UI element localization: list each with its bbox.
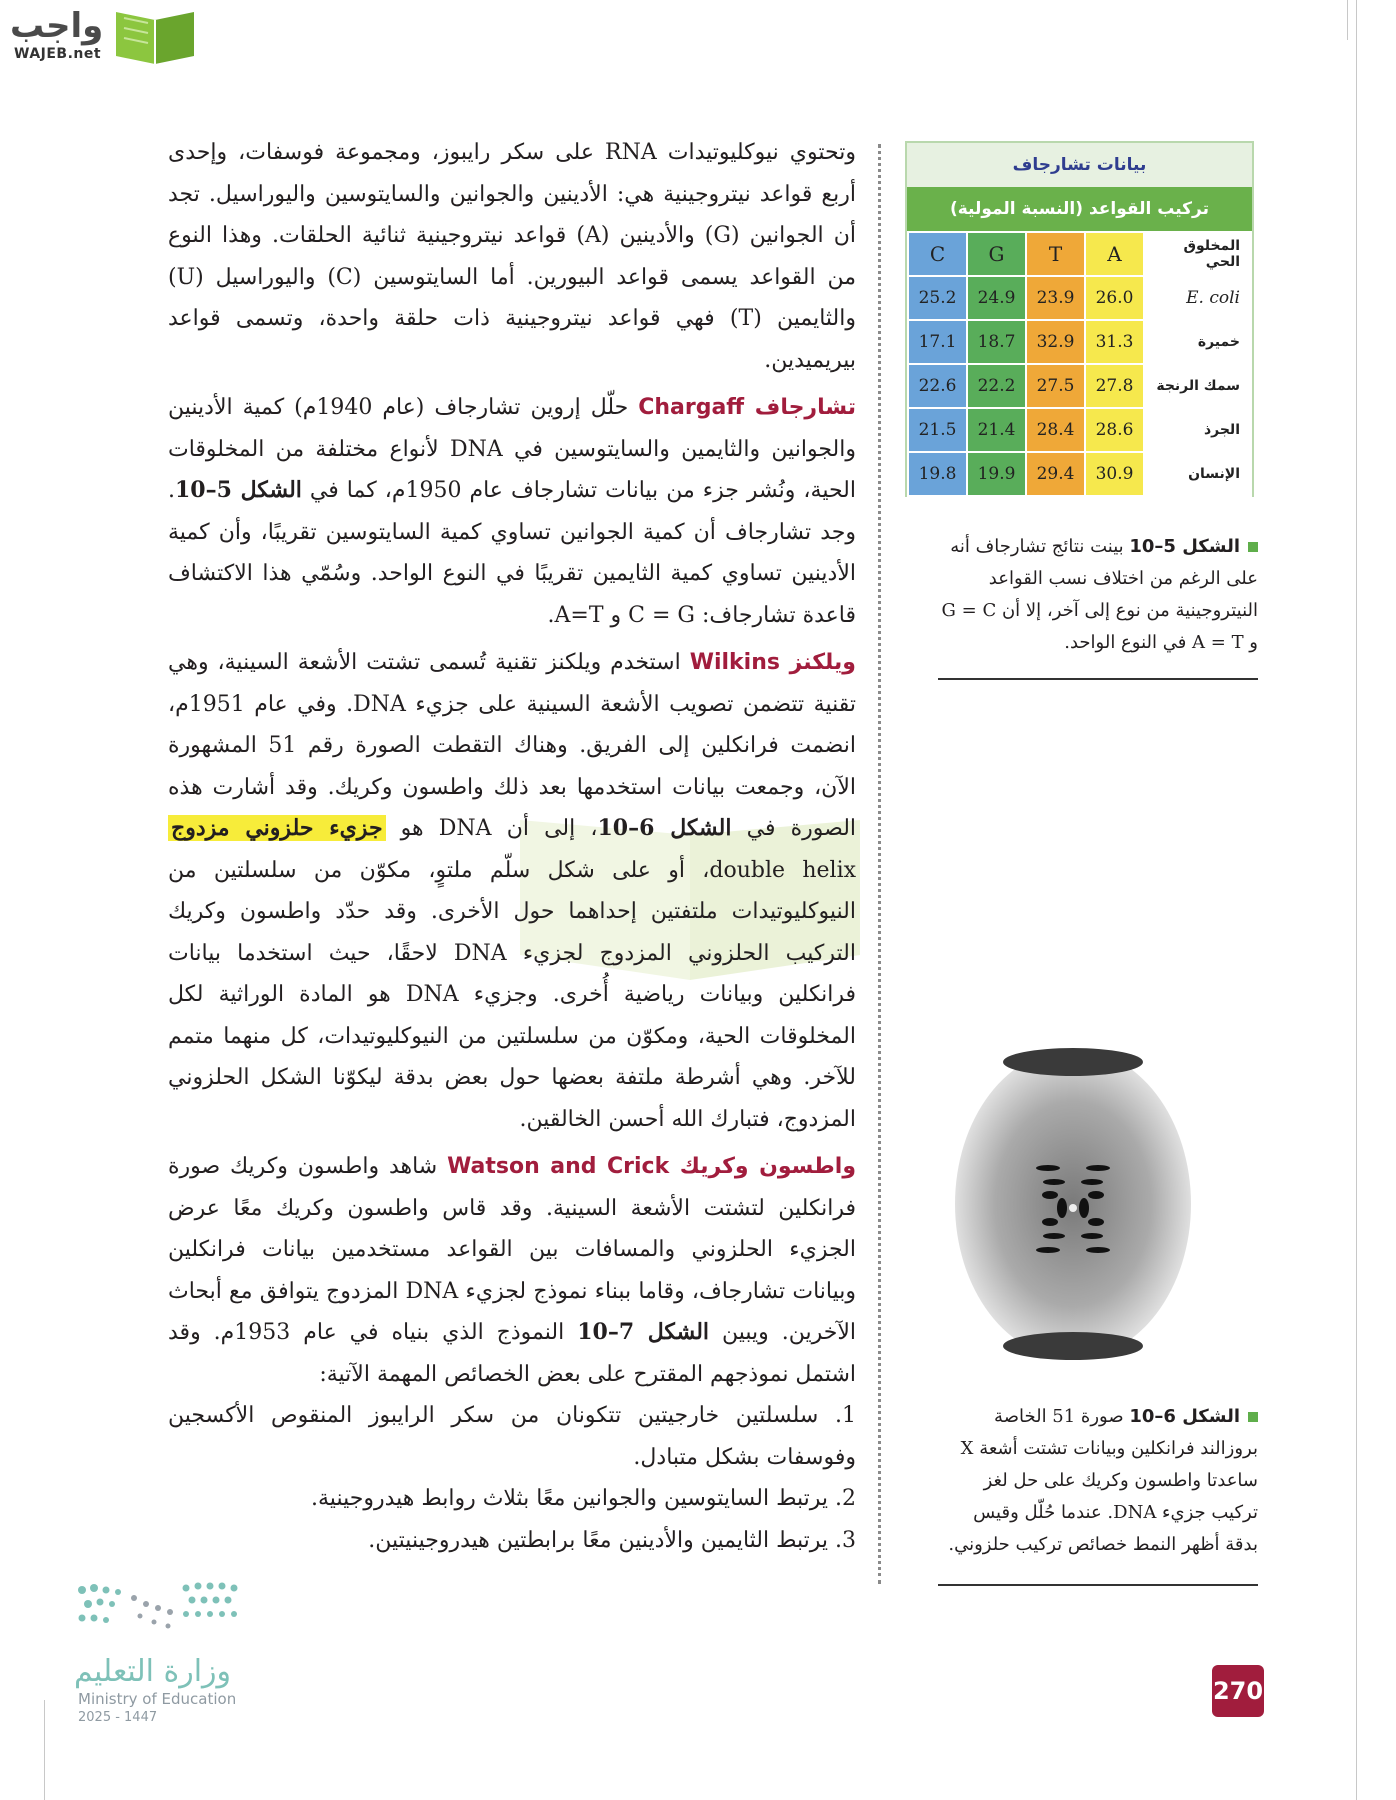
page-edge-line-left: [44, 1700, 45, 1800]
value-a: 26.0: [1085, 276, 1144, 320]
logo-latin: WAJEB.net: [14, 46, 102, 62]
column-header-t: T: [1026, 232, 1085, 276]
value-t: 23.9: [1026, 276, 1085, 320]
page-edge-tick: [1347, 0, 1348, 40]
figure-6-10-caption: [938, 1401, 1258, 1561]
page-number: 270: [1212, 1665, 1264, 1717]
value-g: 19.9: [967, 452, 1026, 496]
table-subtitle: تركيب القواعد (النسبة المولية): [907, 187, 1252, 231]
value-a: 30.9: [1085, 452, 1144, 496]
value-t: 28.4: [1026, 408, 1085, 452]
watson-crick-heading: واطسون وكريك Watson and Crick: [447, 1154, 856, 1179]
wajeb-logo: [10, 6, 190, 68]
organism-name: الإنسان: [1144, 452, 1251, 496]
list-item: 1. سلسلتين خارجيتين تتكونان من سكر الرايبوز المنقوص الأكسجين وفوسفات بشكل متبادل.: [168, 1403, 856, 1470]
table-row: [908, 408, 1251, 452]
caption-rule: [938, 1584, 1258, 1586]
organism-name: سمك الرنجة: [1144, 364, 1251, 408]
chargaff-data-table: [905, 141, 1254, 497]
ministry-of-education-logo: [74, 1578, 254, 1728]
caption-label: الشكل 6–10: [1129, 1406, 1240, 1427]
organism-name: E. coli: [1144, 276, 1251, 320]
value-t: 32.9: [1026, 320, 1085, 364]
watson-crick-paragraph: واطسون وكريك Watson and Crick شاهد واطسون وكريك صورة فرانكلين لتشتت الأشعة السينية. وقد قاس واطسون وكريك معًا عرض الجزيء الحلزوني والمسافات بين القواعد مستخدمين بيانات فرانكلين وبيانات تشارجاف، وقاما ببناء نموذج لجزيء DNA المزدوج يتوافق مع أبحاث الآخرين. ويبين الشكل 7–10 النموذج الذي بنياه في عام 1953م. وقد اشتمل نموذجهم المقترح على بعض الخصائص المهمة الآتية:: [168, 1154, 857, 1387]
ministry-year: 2025 - 1447: [78, 1710, 158, 1725]
organism-name: خميرة: [1144, 320, 1251, 364]
column-header-g: G: [967, 232, 1026, 276]
ministry-arabic-name: وزارة التعليم: [74, 1654, 232, 1689]
value-g: 22.2: [967, 364, 1026, 408]
table-row: [908, 320, 1251, 364]
value-a: 31.3: [1085, 320, 1144, 364]
organism-header: المخلوق الحي: [1144, 232, 1251, 276]
page-edge-line: [1356, 0, 1357, 1800]
value-a: 27.8: [1085, 364, 1144, 408]
value-g: 18.7: [967, 320, 1026, 364]
book-icon: [110, 6, 200, 68]
table-row: [908, 276, 1251, 320]
value-c: 22.6: [908, 364, 967, 408]
table-header-row: [908, 232, 1251, 276]
main-text-column: [168, 132, 856, 1561]
wilkins-paragraph: ويلكنز Wilkins استخدم ويلكنز تقنية تُسمى تشتت الأشعة السينية، وهي تقنية تتضمن تصويب الأشعة السينية على جزيء DNA. وفي عام 1951م، انضمت فرانكلين إلى الفريق. وهناك التقطت الصورة رقم 51 المشهورة الآن، وجمعت بيانات استخدمها بعد ذلك واطسون وكريك. وقد أشارت هذه الصورة في الشكل 6–10، إلى أن DNA هو جزيء حلزوني مزدوج double helix، أو على شكل سلّم ملتوٍ، مكوّن من سلسلتين من النيوكليوتيدات ملتفتين إحداهما حول الأخرى. وقد حدّد واطسون وكريك التركيب الحلزوني المزدوج لجزيء DNA لاحقًا، حيث استخدما بيانات فرانكلين وبيانات رياضية أُخرى. وجزيء DNA هو المادة الوراثية لكل المخلوقات الحية، ومكوّن من سلسلتين من النيوكليوتيدات، كل منهما متمم للآخر. وهي أشرطة ملتفة بعضها حول بعض بدقة ليكوّنا الشكل الحلزوني المزدوج، فتبارك الله أحسن الخالقين.: [168, 650, 857, 1132]
value-t: 29.4: [1026, 452, 1085, 496]
figure-5-10-caption: [938, 531, 1258, 659]
column-divider: [878, 144, 881, 1584]
chargaff-heading: تشارجاف Chargaff: [638, 395, 857, 420]
caption-text: بينت نتائج تشارجاف أنه على الرغم من اختلاف نسب القواعد النيتروجينية من نوع إلى آخر، إلا أن G = C و A = T في النوع الواحد.: [941, 536, 1258, 653]
fig-ref-6-10: الشكل 6–10: [597, 815, 732, 841]
table-row: [908, 364, 1251, 408]
value-t: 27.5: [1026, 364, 1085, 408]
caption-rule: [938, 678, 1258, 680]
column-header-a: A: [1085, 232, 1144, 276]
list-item: 3. يرتبط الثايمين والأدينين معًا برابطتين هيدروجينيتين.: [368, 1527, 856, 1553]
fig-ref-7-10: الشكل 7–10: [577, 1319, 710, 1345]
organism-name: الجرذ: [1144, 408, 1251, 452]
value-g: 24.9: [967, 276, 1026, 320]
model-properties-list: [168, 1395, 856, 1561]
value-c: 19.8: [908, 452, 967, 496]
rna-paragraph: وتحتوي نيوكليوتيدات RNA على سكر رايبوز، ومجموعة فوسفات، وإحدى أربع قواعد نيتروجينية هي: الأدينين والجوانين والسايتوسين واليوراسيل. تجد أن الجوانين (G) والأدينين (A) قواعد نيتروجينية ثنائية الحلقات. وهذا النوع من القواعد يسمى قواعد البيورين. أما السايتوسين (C) واليوراسيل (U) والثايمين (T) فهي قواعد نيتروجينية ذات حلقة واحدة، وتسمى قواعد بيريميدين.: [168, 140, 857, 373]
ministry-dots-icon: [74, 1578, 246, 1648]
logo-arabic: واجب: [10, 6, 104, 46]
photo-51-xray-image: [954, 1048, 1192, 1360]
value-a: 28.6: [1085, 408, 1144, 452]
caption-bullet-icon: [1248, 542, 1258, 552]
fig-ref-5-10: الشكل 5–10: [175, 477, 302, 503]
value-c: 21.5: [908, 408, 967, 452]
table-title: بيانات تشارجاف: [1012, 155, 1147, 175]
list-item: 2. يرتبط السايتوسين والجوانين معًا بثلاث روابط هيدروجينية.: [311, 1486, 856, 1511]
double-helix-term: جزيء حلزوني مزدوج: [168, 815, 386, 841]
value-g: 21.4: [967, 408, 1026, 452]
column-header-c: C: [908, 232, 967, 276]
value-c: 25.2: [908, 276, 967, 320]
caption-bullet-icon: [1248, 1412, 1258, 1422]
chargaff-paragraph: تشارجاف Chargaff حلّل إروين تشارجاف (عام 1940م) كمية الأدينين والجوانين والثايمين والسايتوسين في DNA لأنواع مختلفة من المخلوقات الحية، ونُشر جزء من بيانات تشارجاف عام 1950م، كما في الشكل 5–10. وجد تشارجاف أن كمية الجوانين تساوي كمية السايتوسين تقريبًا، وأن كمية الأدينين تساوي كمية الثايمين تقريبًا في النوع الواحد. وسُمّي هذا الاكتشاف قاعدة تشارجاف: C = G و A=T.: [168, 395, 857, 628]
caption-text: صورة 51 الخاصة بروزالند فرانكلين وبيانات تشتت أشعة X ساعدتا واطسون وكريك على حل لغز تركيب جزيء DNA. عندما حُلّل وقيس بدقة أظهر النمط خصائص تركيب حلزوني.: [948, 1406, 1258, 1555]
ministry-english-name: Ministry of Education: [78, 1690, 237, 1708]
base-composition-table: [907, 231, 1252, 497]
wilkins-heading: ويلكنز Wilkins: [689, 650, 856, 675]
value-c: 17.1: [908, 320, 967, 364]
table-row: [908, 452, 1251, 496]
caption-label: الشكل 5–10: [1129, 536, 1240, 557]
